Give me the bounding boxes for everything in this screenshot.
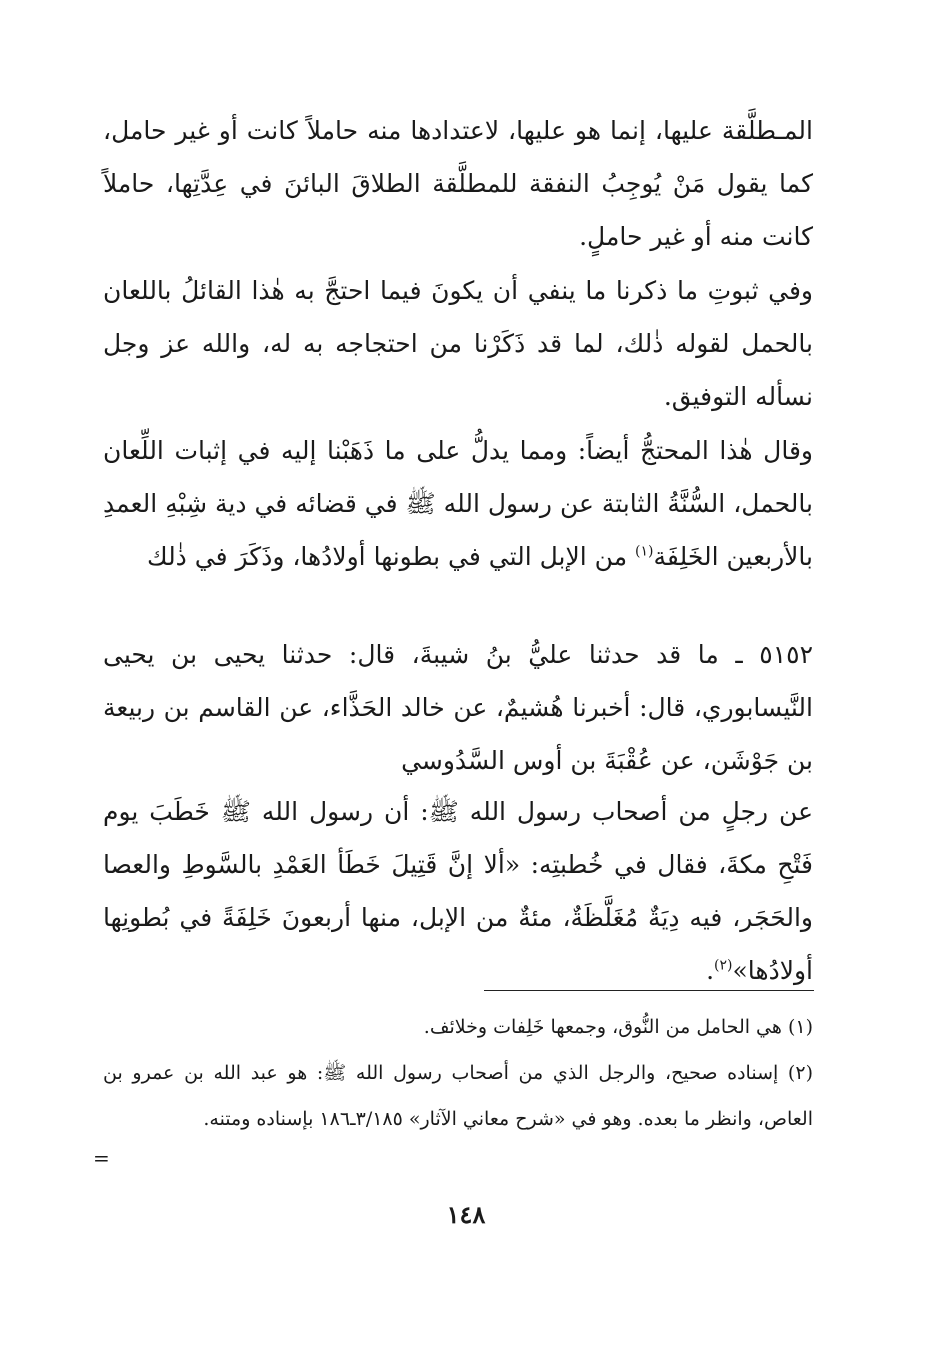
paragraph-3-text: وقال هٰذا المحتجُّ أيضاً: ومما يدلُّ على ما ذَهَبْنا إليه في إثبات اللِّعان بالحمل، السُّنَّةُ الثابتة عن رسول الله ﷺ في قضائه في دية شِبْهِ العمدِ بالأربعين الخَلِفَة xyxy=(103,436,813,571)
hadith-matn xyxy=(103,785,813,997)
hadith-matn-end: . xyxy=(706,956,715,985)
paragraph-3 xyxy=(103,424,813,583)
footnote-2-text: (٢) إسناده صحيح، والرجل الذي من أصحاب رسول الله ﷺ: هو عبد الله بن عمرو بن العاص، وانظر ما بعده. وهو في «شرح معاني الآثار» ٣/١٨٥ـ١٨٦ بإسناده ومتنه. xyxy=(103,1062,813,1130)
footnote-1-text: (١) هي الحامل من النُّوق، وجمعها خَلِفات وخلائف. xyxy=(423,1016,813,1038)
footnote-continuation-mark: = xyxy=(93,1146,110,1170)
page-number: ١٤٨ xyxy=(446,1200,486,1229)
paragraph-2-text: وفي ثبوتِ ما ذكرنا ما ينفي أن يكونَ فيما احتجَّ به هٰذا القائلُ باللعان بالحمل لقوله ذٰلك، لما قد ذَكَرْنا من احتجاجه به له، والله عز وجل نسأله التوفيق. xyxy=(103,276,813,411)
footnote-2 xyxy=(103,1050,813,1142)
hadith-isnad-text: ٥١٥٢ ـ ما قد حدثنا عليُّ بنُ شيبةَ، قال: حدثنا يحيى بن يحيى النَّيسابوري، قال: أخبرنا هُشيمٌ، عن خالد الحَذَّاء، عن القاسم بن ربيعة بن جَوْشَن، عن عُقْبَةَ بن أوس السَّدُوسي xyxy=(103,640,813,775)
footnote-ref-2: (٢) xyxy=(714,957,733,974)
hadith-matn-text: عن رجلٍ من أصحاب رسول الله ﷺ: أن رسول الله ﷺ خَطَبَ يوم فَتْحِ مكةَ، فقال في خُطبتِه: «ألا إنَّ قَتِيلَ خَطَأ العَمْدِ بالسَّوطِ والعصا والحَجَر، فيه دِيَةٌ مُغَلَّظَةٌ، مئةٌ من الإبل، منها أربعونَ خَلِفَةً في بُطونِها أولادُها» xyxy=(103,797,813,985)
paragraph-1-text: المـطلَّقة عليها، إنما هو عليها، لاعتدادها منه حاملاً كانت أو غير حامل، كما يقول مَنْ يُوجِبُ النفقة للمطلَّقة الطلاقَ البائنَ في عِدَّتِها، حاملاً كانت منه أو غير حاملٍ. xyxy=(103,116,813,251)
hadith-isnad xyxy=(103,628,813,787)
footnote-ref-1: (١) xyxy=(635,543,654,560)
paragraph-2 xyxy=(103,264,813,423)
footnote-divider xyxy=(484,990,814,991)
paragraph-3-tail: من الإبل التي في بطونها أولادُها، وذَكَرَ في ذٰلك xyxy=(147,542,628,571)
footnote-1 xyxy=(103,1004,813,1050)
paragraph-1 xyxy=(103,104,813,263)
